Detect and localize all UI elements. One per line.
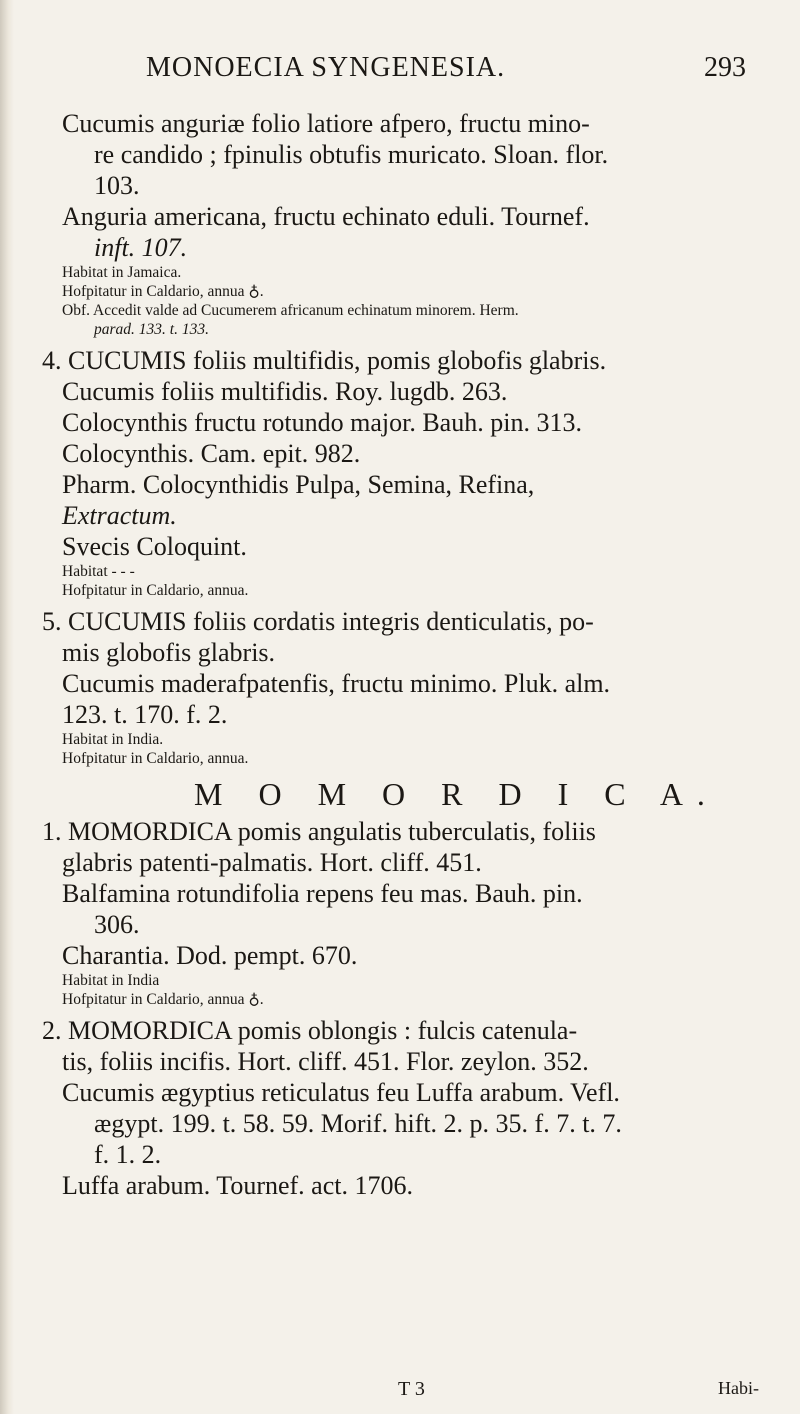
text-line: Luffa arabum. Tournef. act. 1706. bbox=[62, 1171, 413, 1200]
text-line: inft. 107. bbox=[94, 233, 188, 262]
text-line: Balfamina rotundifolia repens feu mas. Bauh. pin. bbox=[62, 879, 583, 908]
text-line: 103. bbox=[94, 171, 140, 200]
hospitatur-line: Hofpitatur in Caldario, annua ♁. bbox=[62, 991, 264, 1008]
hospitatur-line: Hofpitatur in Caldario, annua ♁. bbox=[62, 283, 264, 300]
body-text bbox=[42, 108, 762, 1201]
text-line: Colocynthis fructu rotundo major. Bauh. pin. 313. bbox=[62, 408, 582, 437]
text-line: Anguria americana, fructu echinato eduli. Tournef. bbox=[62, 202, 590, 231]
species-entry-4: 4. CUCUMIS foliis multifidis, pomis globofis glabris. bbox=[42, 346, 607, 375]
catchword: Habi- bbox=[718, 1378, 759, 1398]
text-line: Charantia. Dod. pempt. 670. bbox=[62, 941, 358, 970]
text-line: Svecis Coloquint. bbox=[62, 532, 247, 561]
page-header bbox=[146, 52, 746, 92]
habitat-line: Habitat in India bbox=[62, 972, 160, 989]
text-line: Colocynthis. Cam. epit. 982. bbox=[62, 439, 361, 468]
genus-heading: M O M O R D I C A. bbox=[194, 776, 719, 812]
text-line: mis globofis glabris. bbox=[62, 638, 276, 667]
species-entry-1: 1. MOMORDICA pomis angulatis tuberculatis, foliis bbox=[42, 817, 596, 846]
text-line: Cucumis anguriæ folio latiore afpero, fructu mino- bbox=[62, 109, 590, 138]
text-line: tis, foliis incifis. Hort. cliff. 451. Flor. zeylon. 352. bbox=[62, 1047, 589, 1076]
text-line: glabris patenti-palmatis. Hort. cliff. 451. bbox=[62, 848, 482, 877]
habitat-line: Habitat - - - bbox=[62, 563, 135, 580]
habitat-line: Habitat in India. bbox=[62, 731, 164, 748]
species-entry-5: 5. CUCUMIS foliis cordatis integris denticulatis, po- bbox=[42, 607, 594, 636]
text-line: Extractum. bbox=[62, 501, 177, 530]
hospitatur-line: Hofpitatur in Caldario, annua. bbox=[62, 750, 249, 767]
page-number: 293 bbox=[704, 52, 746, 83]
text-line: 306. bbox=[94, 910, 140, 939]
habitat-line: Habitat in Jamaica. bbox=[62, 264, 182, 281]
observation-line: Obf. Accedit valde ad Cucumerem africanum echinatum minorem. Herm. bbox=[62, 302, 519, 319]
text-line: Cucumis ægyptius reticulatus feu Luffa arabum. Vefl. bbox=[62, 1078, 620, 1107]
page-gutter-shadow bbox=[0, 0, 14, 1414]
text-line: Pharm. Colocynthidis Pulpa, Semina, Refina, bbox=[62, 470, 535, 499]
text-line: 123. t. 170. f. 2. bbox=[62, 700, 228, 729]
observation-line: parad. 133. t. 133. bbox=[94, 321, 209, 338]
text-line: Cucumis foliis multifidis. Roy. lugdb. 263. bbox=[62, 377, 508, 406]
running-title: MONOECIA SYNGENESIA. bbox=[146, 52, 506, 83]
species-entry-2: 2. MOMORDICA pomis oblongis : fulcis catenula- bbox=[42, 1016, 578, 1045]
text-line: re candido ; fpinulis obtufis muricato. Sloan. flor. bbox=[94, 140, 609, 169]
hospitatur-line: Hofpitatur in Caldario, annua. bbox=[62, 582, 249, 599]
text-line: Cucumis maderafpatenfis, fructu minimo. Pluk. alm. bbox=[62, 669, 611, 698]
text-line: f. 1. 2. bbox=[94, 1140, 162, 1169]
text-line: ægypt. 199. t. 58. 59. Morif. hift. 2. p. 35. f. 7. t. 7. bbox=[94, 1109, 622, 1138]
signature-mark: T 3 bbox=[398, 1378, 425, 1400]
